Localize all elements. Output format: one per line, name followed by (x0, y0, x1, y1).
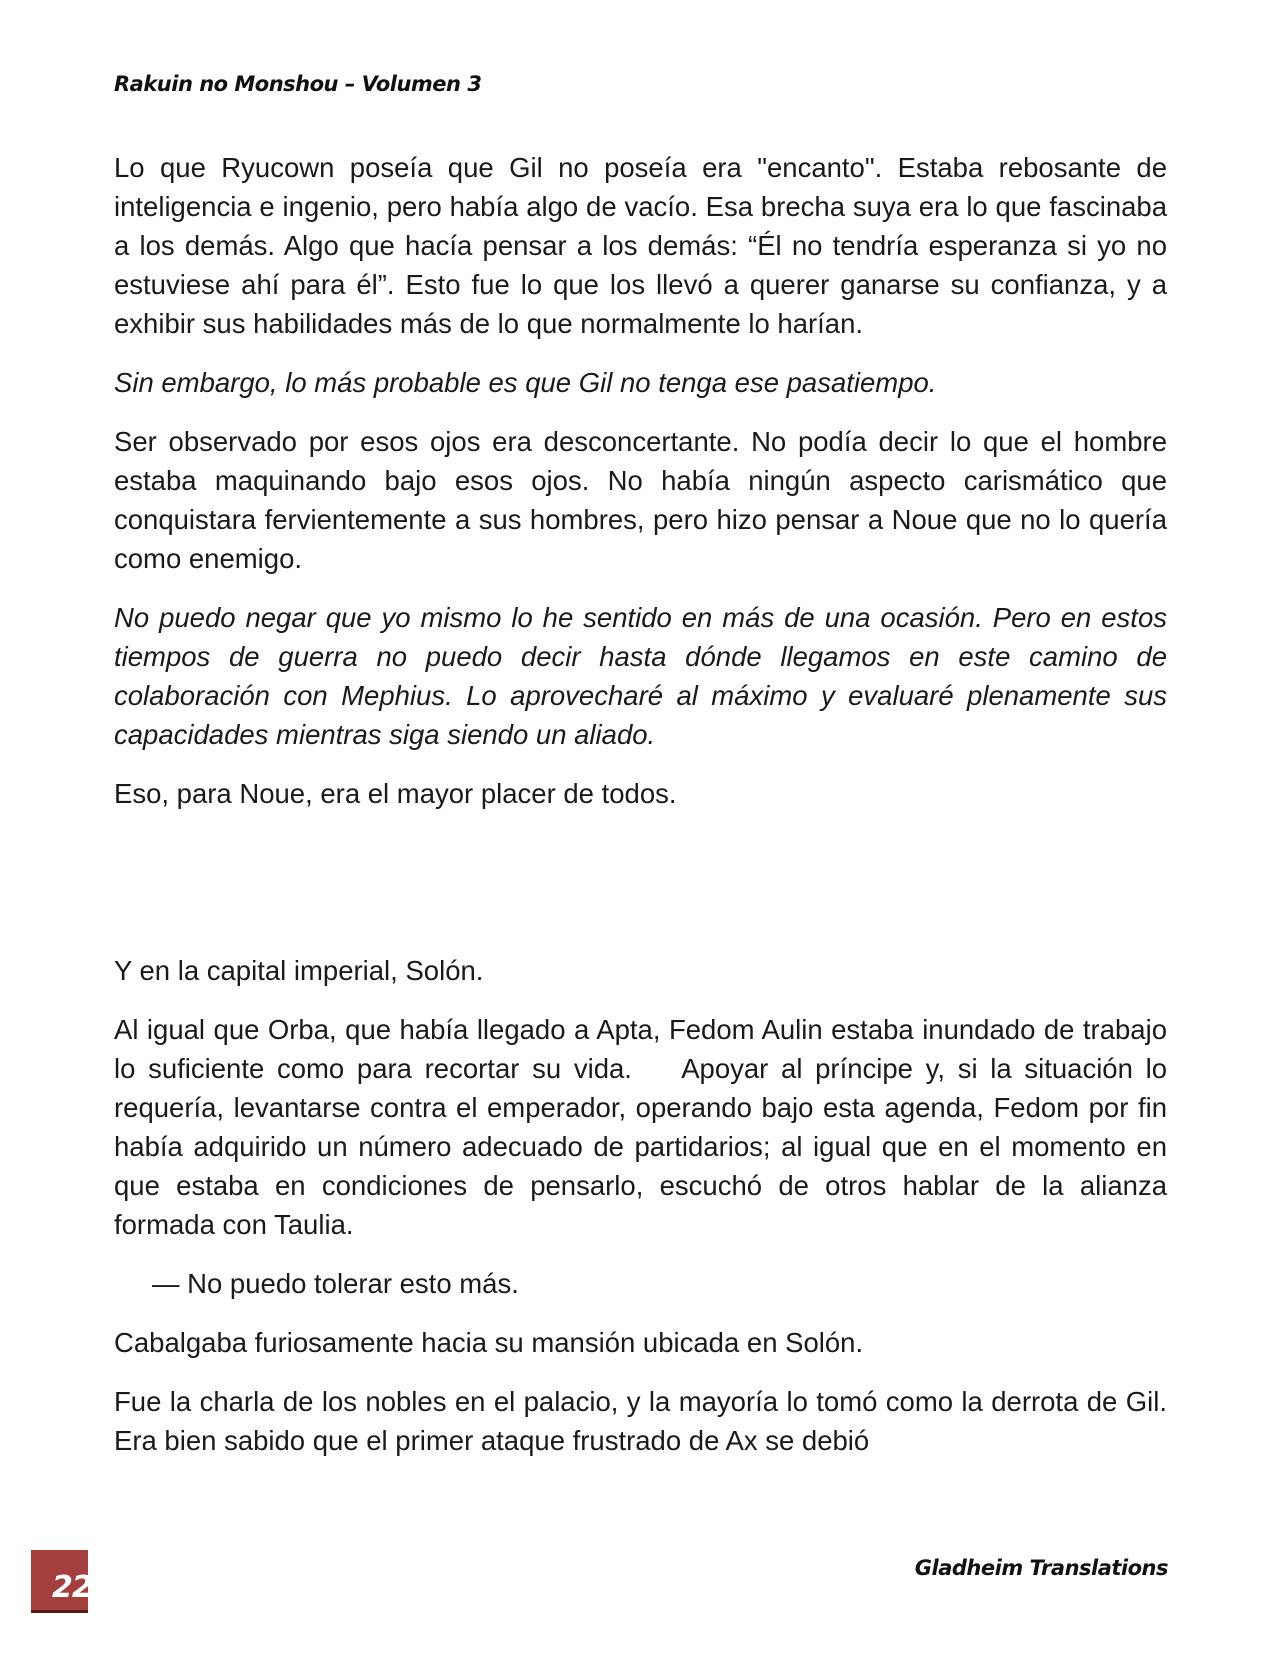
paragraph-7: Al igual que Orba, que había llegado a Apta, Fedom Aulin estaba inundado de trabajo lo suficiente como para recortar su vida. Apoyar al príncipe y, si la situación lo requería, levantarse contra el emperador, operando bajo esta agenda, Fedom por fin había adquirido un número adecuado de partidarios; al igual que en el momento en que estaba en condiciones de pensarlo, escuchó de otros hablar de la alianza formada con Taulia. (114, 1014, 1175, 1240)
page-number-underline (31, 1610, 88, 1613)
paragraph-2-thought: Sin embargo, lo más probable es que Gil no tenga ese pasatiempo. (114, 367, 937, 398)
paragraph-1: Lo que Ryucown poseía que Gil no poseía era "encanto". Estaba rebosante de inteligencia e ingenio, pero había algo de vacío. Esa brecha suya era lo que fascinaba a los demás. Algo que hacía pensar a los demás: “Él no tendría esperanza si yo no estuviese ahí para él”. Esto fue lo que los llevó a querer ganarse su confianza, y a exhibir sus habilidades más de lo que normalmente lo harían. (114, 152, 1167, 339)
paragraph-6: Y en la capital imperial, Solón. (114, 955, 484, 986)
scene-break (114, 833, 1167, 951)
paragraph-8-dialogue: — No puedo tolerar esto más. (152, 1268, 519, 1299)
paragraph-9: Cabalgaba furiosamente hacia su mansión ubicada en Solón. (114, 1327, 864, 1358)
running-header: Rakuin no Monshou – Volumen 3 (114, 72, 482, 96)
paragraph-4-thought: No puedo negar que yo mismo lo he sentido en más de una ocasión. Pero en estos tiempos de guerra no puedo decir hasta dónde llegamos en este camino de colaboración con Mephius. Lo aprovecharé al máximo y evaluaré plenamente sus capacidades mientras siga siendo un aliado. (114, 602, 1167, 750)
paragraph-5: Eso, para Noue, era el mayor placer de todos. (114, 778, 677, 809)
page-number: 22 (52, 1570, 92, 1605)
paragraph-3: Ser observado por esos ojos era desconcertante. No podía decir lo que el hombre estaba maquinando bajo esos ojos. No había ningún aspecto carismático que conquistara fervientemente a sus hombres, pero hizo pensar a Noue que no lo quería como enemigo. (114, 426, 1167, 574)
page-body (114, 148, 1175, 1480)
footer-credit: Gladheim Translations (914, 1556, 1168, 1580)
paragraph-10: Fue la charla de los nobles en el palacio, y la mayoría lo tomó como la derrota de Gil. Era bien sabido que el primer ataque frustrado de Ax se debió (114, 1386, 1167, 1456)
